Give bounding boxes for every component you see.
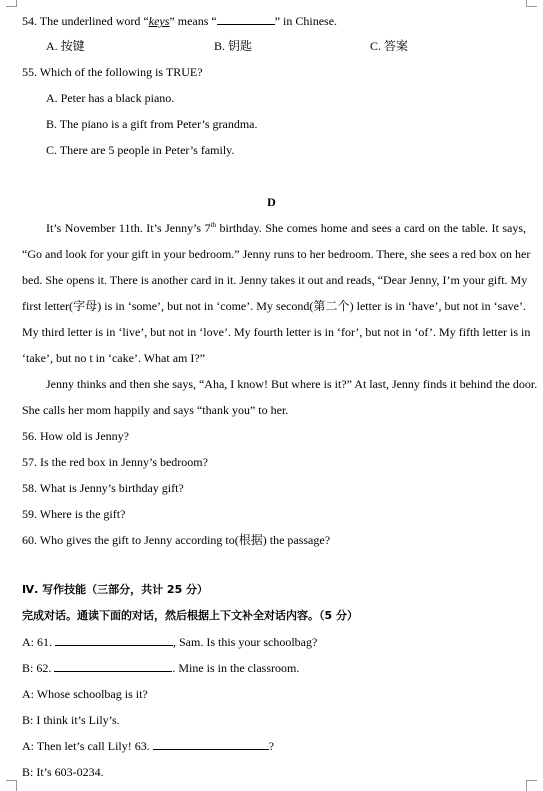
dialogue-line-62 <box>22 660 299 676</box>
crop-mark-bottom-left <box>6 780 17 791</box>
answer-blank-63[interactable] <box>153 738 269 750</box>
q54-answer-blank[interactable] <box>217 13 275 25</box>
question-55-stem: 55. Which of the following is TRUE? <box>22 65 203 79</box>
passage-heading: D <box>267 195 276 209</box>
dialogue-line-6: B: It’s 603-0234. <box>22 765 104 779</box>
crop-mark-top-left <box>6 0 17 7</box>
q54-stem-suffix: ” in Chinese. <box>274 14 338 28</box>
dialogue-line-61 <box>22 634 317 650</box>
q54-stem-prefix: 54. The underlined word “ <box>22 14 149 28</box>
writing-instruction: 完成对话。通读下面的对话，然后根据上下文补全对话内容。（5 分） <box>22 609 358 622</box>
q55-option-c: C. There are 5 people in Peter’s family. <box>46 143 235 157</box>
q54-option-b: B. 钥匙 <box>214 39 253 53</box>
answer-blank-61[interactable] <box>55 634 173 646</box>
question-59: 59. Where is the gift? <box>22 507 126 521</box>
crop-mark-top-right <box>526 0 537 7</box>
dialogue-63-suffix: ? <box>268 739 275 753</box>
q54-underlined-word: keys <box>148 14 170 28</box>
question-56: 56. How old is Jenny? <box>22 429 129 443</box>
passage-line-1 <box>46 220 526 236</box>
dialogue-62-suffix: . Mine is in the classroom. <box>172 661 300 675</box>
passage-line-3: bed. She opens it. There is another card in it. Jenny takes it out and reads, “Dear Jenny, I’m your gift. My <box>22 273 528 287</box>
q54-option-c: C. 答案 <box>370 39 409 53</box>
passage-line-1-start: It’s November 11th. It’s Jenny’s 7 <box>46 221 211 235</box>
dialogue-61-prefix: A: 61. <box>22 635 55 649</box>
question-54-stem <box>22 13 337 29</box>
q55-option-a: A. Peter has a black piano. <box>46 91 175 105</box>
dialogue-63-prefix: A: Then let’s call Lily! 63. <box>22 739 153 753</box>
passage-line-5: My third letter is in ‘live’, but not in ‘love’. My fourth letter is in ‘for’, but not in ‘of’. My fifth letter is in <box>22 325 531 339</box>
ordinal-suffix: th <box>210 221 217 229</box>
passage-line-2: “Go and look for your gift in your bedroom.” Jenny runs to her bedroom. There, she sees a red box on her <box>22 247 531 261</box>
writing-section-title: Ⅳ. 写作技能（三部分，共计 25 分） <box>22 583 209 596</box>
passage-line-7: Jenny thinks and then she says, “Aha, I know! But where is it?” At last, Jenny finds it behind the door. <box>46 377 538 391</box>
q54-stem-middle: ” means “ <box>169 14 217 28</box>
passage-line-6: ‘take’, but no t in ‘cake’. What am I?” <box>22 351 206 365</box>
dialogue-61-suffix: , Sam. Is this your schoolbag? <box>173 635 318 649</box>
question-57: 57. Is the red box in Jenny’s bedroom? <box>22 455 208 469</box>
answer-blank-62[interactable] <box>54 660 172 672</box>
dialogue-line-4: B: I think it’s Lily’s. <box>22 713 120 727</box>
dialogue-62-prefix: B: 62. <box>22 661 55 675</box>
q54-option-a: A. 按键 <box>46 39 85 53</box>
passage-line-8: She calls her mom happily and says “thank you” to her. <box>22 403 289 417</box>
q55-option-b: B. The piano is a gift from Peter’s grandma. <box>46 117 258 131</box>
passage-line-4: first letter(字母) is in ‘some’, but not in ‘come’. My second(第二个) letter is in ‘have’, but not in ‘save’. <box>22 299 526 313</box>
question-58: 58. What is Jenny’s birthday gift? <box>22 481 184 495</box>
question-60: 60. Who gives the gift to Jenny according to(根据) the passage? <box>22 533 331 547</box>
crop-mark-bottom-right <box>526 780 537 791</box>
passage-line-1-end: birthday. She comes home and sees a card on the table. It says, <box>216 221 526 235</box>
dialogue-line-63 <box>22 738 274 754</box>
dialogue-line-3: A: Whose schoolbag is it? <box>22 687 148 701</box>
